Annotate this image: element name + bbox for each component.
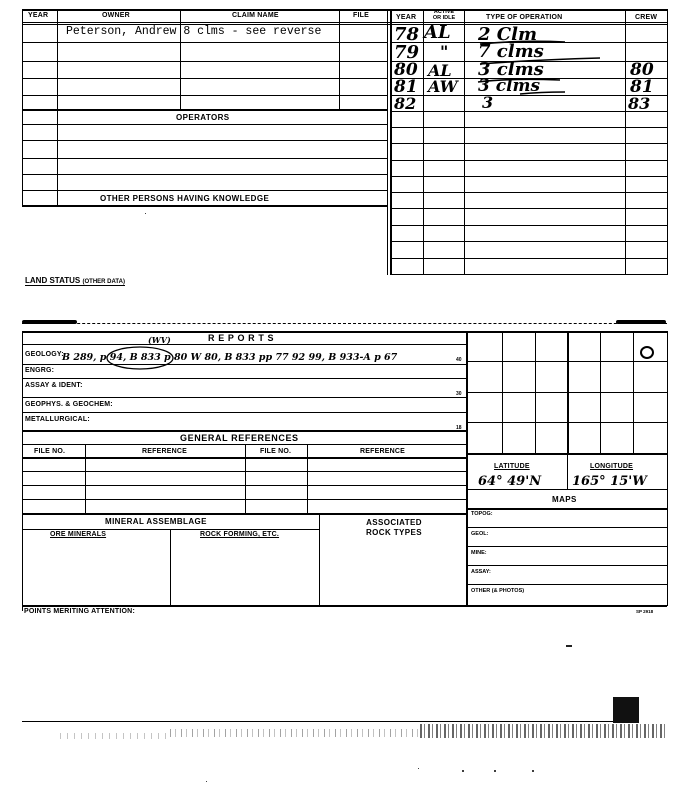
op-year-4: 81	[394, 77, 418, 97]
op-year-2: 79	[394, 42, 420, 63]
form-number: SP 2918	[636, 609, 654, 614]
general-references-label: GENERAL REFERENCES	[180, 433, 299, 443]
op-crew-4: 81	[630, 77, 654, 97]
col-year-2: YEAR	[396, 14, 417, 21]
reports-title: R E P O R T S	[208, 333, 275, 343]
ref-col-file-2: FILE NO.	[260, 448, 292, 455]
longitude-value: 165° 15'W	[572, 474, 647, 489]
operators-label: OPERATORS	[176, 113, 230, 122]
map-geol: GEOL:	[471, 531, 489, 537]
geology-entry: B 289, p 94, B 833 p 80 W 80, B 833 pp 77 92 99, B 933-A p 67	[62, 352, 398, 363]
ore-minerals-label: ORE MINERALS	[50, 531, 107, 538]
circled-note: (WV)	[148, 335, 171, 345]
mineral-assemblage-title: MINERAL ASSEMBLAGE	[105, 517, 207, 526]
col-type-of-operation: TYPE OF OPERATION	[486, 14, 563, 21]
col-owner: OWNER	[102, 12, 130, 19]
op-type-2: 7 clms	[478, 41, 544, 62]
metallurgical-num: 18	[456, 425, 462, 431]
longitude-label: LONGITUDE	[590, 463, 634, 470]
assay-label: ASSAY & IDENT:	[25, 382, 83, 389]
ref-col-reference-2: REFERENCE	[360, 448, 405, 455]
col-crew: CREW	[635, 14, 658, 21]
assay-num: 30	[456, 391, 462, 397]
op-year-1: 78	[394, 24, 420, 45]
map-mine: MINE:	[471, 550, 487, 556]
op-status-4: AW	[428, 77, 458, 96]
col-file: FILE	[353, 12, 369, 19]
map-assay: ASSAY:	[471, 569, 491, 575]
circle-mark-icon	[640, 346, 654, 359]
latitude-label: LATITUDE	[494, 463, 530, 470]
op-crew-5: 83	[628, 94, 651, 113]
metallurgical-label: METALLURGICAL:	[25, 416, 90, 423]
op-crew-3: 80	[630, 60, 654, 80]
engrg-label: ENGRG:	[25, 367, 55, 374]
op-year-3: 80	[394, 60, 418, 80]
other-persons-label: OTHER PERSONS HAVING KNOWLEDGE	[100, 194, 270, 203]
owner-entry: Peterson, Andrew 8 clms - see reverse	[66, 25, 322, 38]
op-status-2: "	[440, 42, 449, 61]
rock-forming-label: ROCK FORMING, ETC.	[200, 531, 280, 538]
ref-col-file-1: FILE NO.	[34, 448, 66, 455]
geology-num: 40	[456, 357, 462, 363]
op-status-3: AL	[428, 61, 452, 80]
points-meriting-attention: POINTS MERITING ATTENTION:	[24, 608, 135, 615]
maps-label: MAPS	[552, 495, 577, 504]
geology-label: GEOLOGY:	[25, 351, 64, 358]
op-year-5: 82	[394, 94, 417, 113]
op-status-1: AL	[424, 22, 451, 43]
ref-col-reference-1: REFERENCE	[142, 448, 187, 455]
map-other: OTHER (& PHOTOS)	[471, 588, 525, 594]
geophys-label: GEOPHYS. & GEOCHEM:	[25, 401, 113, 408]
col-year: YEAR	[28, 12, 49, 19]
latitude-value: 64° 49'N	[478, 474, 542, 489]
col-claim-name: CLAIM NAME	[232, 12, 279, 19]
op-type-1: 2 Clm	[478, 24, 538, 45]
op-type-3: 3 clms	[478, 59, 544, 80]
handwriting-strokes	[390, 20, 630, 120]
op-type-4: 3 clms	[478, 76, 541, 96]
associated-rock-types: ASSOCIATED ROCK TYPES	[365, 518, 422, 537]
land-status-label: LAND STATUS (OTHER DATA)	[25, 276, 125, 285]
col-or-idle: OR IDLE	[432, 15, 456, 21]
col-active: ACTIVE	[433, 9, 455, 15]
map-topog: TOPOG:	[471, 511, 493, 517]
op-type-5: 3	[482, 93, 494, 112]
